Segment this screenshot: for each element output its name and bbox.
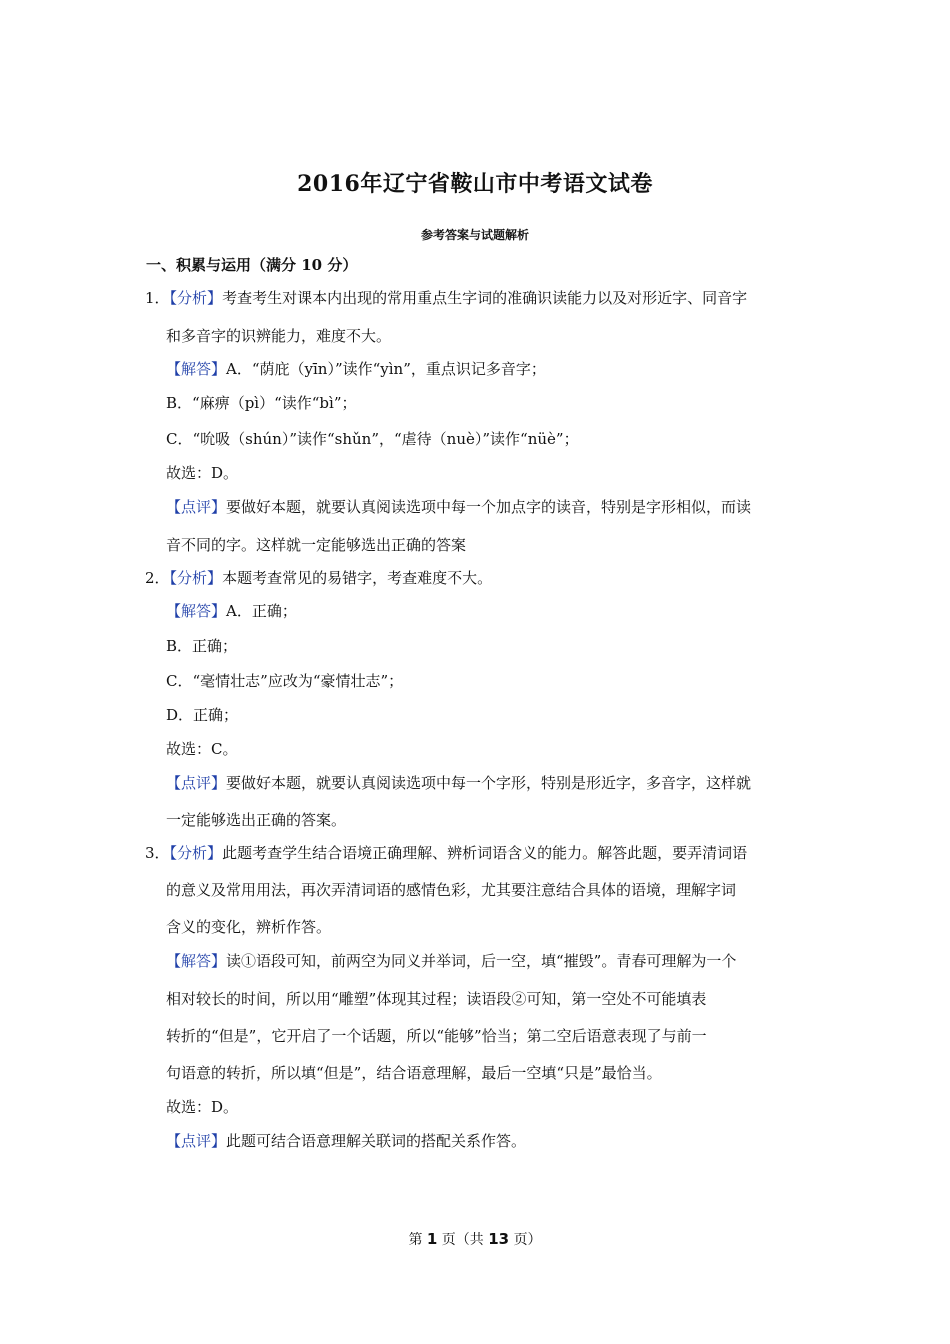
text-line	[166, 671, 816, 691]
line-text: B．“麻痹（pì）“读作“bì”；	[166, 394, 357, 412]
line-text: 此题考查学生结合语境正确理解、辨析词语含义的能力。解答此题，要弄清词语	[222, 844, 748, 862]
text-line	[166, 810, 816, 830]
section-tag: 【分析】	[169, 289, 223, 307]
footer-total-pages: 13	[488, 1230, 510, 1248]
line-text: A．正确；	[226, 602, 297, 620]
line-text: D．正确；	[166, 706, 239, 724]
line-text: 故选：D。	[166, 1098, 239, 1116]
text-line	[166, 739, 816, 759]
text-line	[166, 1063, 816, 1083]
text-line	[145, 843, 795, 863]
text-line	[145, 288, 795, 308]
page-title: 2016年辽宁省鞍山市中考语文试卷	[297, 171, 653, 197]
text-line	[166, 1131, 816, 1151]
text-line	[166, 359, 816, 379]
section-tag: 【解答】	[166, 952, 227, 970]
footer-prefix: 第	[408, 1232, 423, 1248]
text-line	[166, 917, 816, 937]
text-line	[166, 535, 816, 555]
text-line	[166, 601, 816, 621]
section-tag: 【分析】	[169, 569, 223, 587]
line-text: 转折的“但是”，它开启了一个话题，所以“能够”恰当；第二空后语意表现了与前一	[166, 1027, 707, 1045]
line-text: 故选：C。	[166, 740, 238, 758]
text-line	[166, 1026, 816, 1046]
line-text: 音不同的字。这样就一定能够选出正确的答案	[166, 536, 467, 554]
line-text: 句语意的转折，所以填“但是”，结合语意理解，最后一空填“只是”最恰当。	[166, 1064, 662, 1082]
line-text: 的意义及常用用法，再次弄清词语的感情色彩，尤其要注意结合具体的语境，理解字词	[166, 881, 737, 899]
text-line	[166, 636, 816, 656]
footer-middle: 页（共	[441, 1232, 484, 1248]
text-line	[166, 429, 816, 449]
section-tag: 【解答】	[166, 360, 227, 378]
section-heading: 一、积累与运用（满分 10 分）	[146, 256, 358, 274]
text-line	[166, 463, 816, 483]
line-text: 要做好本题，就要认真阅读选项中每一个加点字的读音，特别是字形相似，而读	[226, 498, 752, 516]
question-number: 3．	[145, 844, 170, 862]
text-line	[166, 326, 816, 346]
section-tag: 【分析】	[169, 844, 223, 862]
text-line	[166, 773, 816, 793]
section-tag: 【点评】	[166, 498, 227, 516]
text-line	[166, 880, 816, 900]
line-text: 此题可结合语意理解关联词的搭配关系作答。	[226, 1132, 527, 1150]
question-number: 2．	[145, 569, 170, 587]
footer-suffix: 页）	[513, 1232, 542, 1248]
line-text: 考查考生对课本内出现的常用重点生字词的准确识读能力以及对形近字、同音字	[222, 289, 748, 307]
line-text: 相对较长的时间，所以用“雕塑”体现其过程；读语段②可知，第一空处不可能填表	[166, 990, 707, 1008]
text-line	[166, 393, 816, 413]
text-line	[166, 951, 816, 971]
text-line	[145, 568, 795, 588]
text-line	[166, 1097, 816, 1117]
line-text: B．正确；	[166, 637, 238, 655]
line-text: 一定能够选出正确的答案。	[166, 811, 347, 829]
line-text: 故选：D。	[166, 464, 239, 482]
line-text: A．“荫庇（yīn）”读作“yìn”，重点识记多音字；	[226, 360, 546, 378]
line-text: 本题考查常见的易错字，考查难度不大。	[222, 569, 493, 587]
text-line	[166, 497, 816, 517]
section-tag: 【点评】	[166, 1132, 227, 1150]
page-footer	[0, 1229, 950, 1249]
footer-page-number: 1	[426, 1230, 438, 1248]
line-text: 含义的变化，辨析作答。	[166, 918, 332, 936]
line-text: 读①语段可知，前两空为同义并举词，后一空，填“摧毁”。青春可理解为一个	[226, 952, 737, 970]
page-subtitle: 参考答案与试题解析	[420, 228, 529, 242]
line-text: 和多音字的识辨能力，难度不大。	[166, 327, 392, 345]
section-tag: 【解答】	[166, 602, 227, 620]
text-line	[166, 989, 816, 1009]
text-line	[166, 705, 816, 725]
line-text: C．“毫情壮志”应改为“豪情壮志”；	[166, 672, 404, 690]
section-tag: 【点评】	[166, 774, 227, 792]
question-number: 1．	[145, 289, 170, 307]
line-text: C．“吮吸（shún）”读作“shǔn”，“虐待（nuè）”读作“nüè”；	[166, 430, 579, 448]
line-text: 要做好本题，就要认真阅读选项中每一个字形，特别是形近字，多音字，这样就	[226, 774, 752, 792]
